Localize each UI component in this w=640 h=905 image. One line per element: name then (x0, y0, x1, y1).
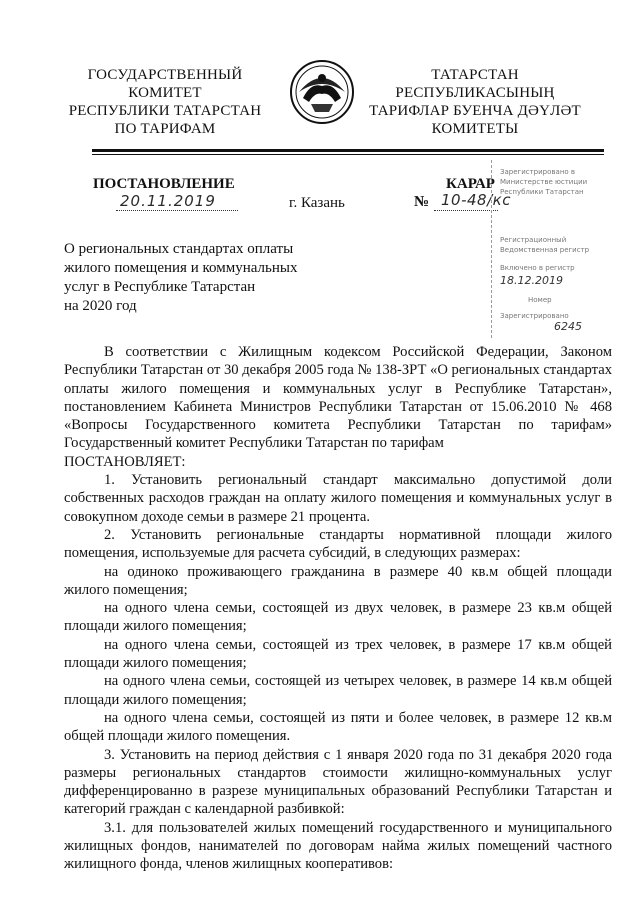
header-divider-thick (92, 149, 604, 152)
stamp-line: Зарегистрировано в (500, 168, 576, 176)
doc-city: г. Казань (289, 195, 345, 211)
stamp-line: Номер (528, 296, 552, 304)
title-line: на 2020 год (64, 298, 137, 314)
clause-2-item: на одного члена семьи, состоящей из двух человек, в размере 23 кв.м общей площади жилого помещения; (64, 600, 612, 635)
tatarstan-coat-of-arms-icon (289, 56, 355, 128)
stamp-date-handwritten: 18.12.2019 (500, 274, 563, 287)
clause-2-item: на одного члена семьи, состоящей из пяти и более человек, в размере 12 кв.м общей площади жилого помещения. (64, 709, 612, 745)
doc-date-handwritten: 20.11.2019 (120, 192, 216, 210)
clause-2: 2. Установить региональные стандарты нормативной площади жилого помещения, используемые для расчета субсидий, в следующих размерах: (64, 526, 612, 562)
clause-3-1: 3.1. для пользователей жилых помещений государственного и муниципального жилищных фондов, нанимателей по договорам найма жилых помещений частного жилищного фонда, членов жилищных кооперативов: (64, 819, 612, 873)
stamp-line: Зарегистрировано (500, 312, 569, 320)
issuer-tt-line: ТАТАРСТАН (431, 67, 519, 83)
issuer-tt-line: КОМИТЕТЫ (431, 121, 519, 137)
issuer-tt-line: ТАРИФЛАР БУЕНЧА ДӘҮЛӘТ (369, 103, 581, 119)
title-line: жилого помещения и коммунальных (64, 260, 298, 276)
stamp-reg-number-handwritten: 6245 (554, 320, 582, 333)
clause-2-item: на одиноко проживающего гражданина в размере 40 кв.м общей площади жилого помещения; (64, 563, 612, 598)
stamp-line: Регистрационный (500, 236, 567, 244)
issuer-name-tt (368, 66, 582, 138)
registration-stamp (491, 160, 614, 338)
issuer-ru-line: РЕСПУБЛИКИ ТАТАРСТАН (68, 103, 262, 119)
clause-2-item: на одного члена семьи, состоящей из четырех человек, в размере 14 кв.м общей площади жилого помещения; (64, 673, 612, 708)
clause-3: 3. Установить на период действия с 1 января 2020 года по 31 декабря 2020 года размеры региональных стандартов стоимости жилищно-коммунальных услуг дифференцированно в разрезе муниципальных образований Республики Татарстан и категорий граждан с календарной разбивкой: (64, 746, 612, 818)
issuer-ru-line: КОМИТЕТ (128, 85, 202, 101)
number-underline (434, 210, 498, 211)
doc-type-ru: ПОСТАНОВЛЕНИЕ (93, 176, 235, 192)
doc-title (64, 240, 326, 316)
clause-2-item: на одного члена семьи, состоящей из трех человек, в размере 17 кв.м общей площади жилого помещения; (64, 636, 612, 672)
stamp-line: Ведомственная регистр (500, 246, 590, 254)
stamp-line: Республики Татарстан (500, 188, 584, 196)
doc-number-handwritten: 10-48/кс (441, 191, 511, 209)
issuer-name-ru (58, 66, 272, 138)
clause-1: 1. Установить региональный стандарт максимально допустимой доли собственных расходов граждан на оплату жилого помещения и коммунальных услуг в совокупном доходе семьи в размере 21 процента. (64, 472, 612, 525)
decree-word: ПОСТАНОВЛЯЕТ: (64, 453, 186, 470)
issuer-tt-line: РЕСПУБЛИКАСЫНЫҢ (395, 85, 555, 101)
issuer-ru-line: ПО ТАРИФАМ (114, 121, 216, 137)
doc-body (64, 343, 612, 874)
issuer-ru-line: ГОСУДАРСТВЕННЫЙ (87, 67, 243, 83)
title-line: О региональных стандартах оплаты (64, 241, 294, 257)
stamp-line: Включено в регистр (500, 264, 575, 272)
title-line: услуг в Республике Татарстан (64, 279, 256, 295)
stamp-line: Министерстве юстиции (500, 178, 588, 186)
header-divider-thin (92, 154, 604, 155)
doc-number-label: № (414, 194, 430, 210)
date-underline (116, 210, 238, 211)
doc-type-tt: КАРАР (446, 176, 495, 192)
preamble-paragraph: В соответствии с Жилищным кодексом Российской Федерации, Законом Республики Татарстан от 30 декабря 2005 года № 138-ЗРТ «О региональных стандартах оплаты жилого помещения и коммунальных услуг в Республике Татарстан», постановлением Кабинета Министров Республики Татарстан от 15.06.2010 № 468 «Вопросы Государственного комитета Республики Татарстан по тарифам» Государственный комитет Республики Татарстан по тарифам (64, 344, 612, 452)
